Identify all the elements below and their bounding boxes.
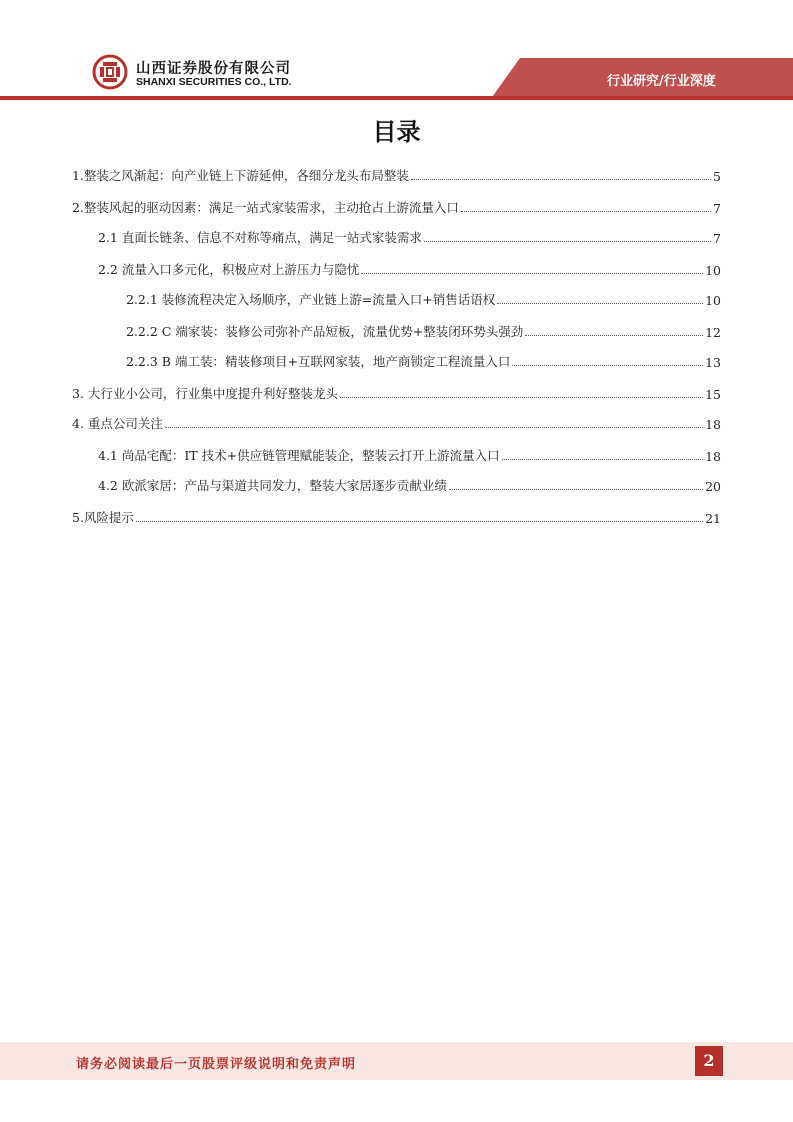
toc-entry-text: 4. 重点公司关注 — [72, 416, 163, 431]
toc-leader — [361, 273, 703, 274]
toc-leader — [340, 397, 703, 398]
toc-leader — [411, 179, 711, 180]
toc-entry-page: 10 — [705, 263, 721, 278]
toc-leader — [136, 521, 703, 522]
toc-entry-text: 4.2 欧派家居：产品与渠道共同发力，整装大家居逐步贡献业绩 — [98, 478, 447, 493]
toc-entry-text: 2.2 流量入口多元化，积极应对上游压力与隐忧 — [98, 262, 360, 277]
toc-entry[interactable] — [126, 350, 721, 370]
header-section-label: 行业研究/行业深度 — [607, 74, 716, 89]
company-name-cn: 山西证券股份有限公司 — [136, 61, 291, 77]
shanxi-securities-logo-icon — [92, 54, 128, 90]
toc-entry[interactable] — [98, 258, 721, 278]
toc-entry-page: 5 — [713, 169, 721, 184]
toc-leader — [424, 241, 711, 242]
toc-entry-page: 7 — [713, 201, 721, 216]
toc-leader — [502, 459, 704, 460]
toc-entry[interactable] — [72, 412, 721, 432]
toc-entry-page: 20 — [705, 479, 721, 494]
toc-leader — [165, 427, 703, 428]
toc-entry-text: 2.2.2 C 端家装：装修公司弥补产品短板，流量优势+整装闭环势头强劲 — [126, 324, 524, 339]
company-name-en: SHANXI SECURITIES CO., LTD. — [136, 76, 292, 88]
toc-entry-text: 2.2.1 装修流程决定入场顺序，产业链上游=流量入口+销售话语权 — [126, 292, 496, 307]
toc-leader — [512, 365, 703, 366]
header-divider — [0, 96, 793, 100]
toc-entry-text: 2.1 直面长链条、信息不对称等痛点，满足一站式家装需求 — [98, 230, 422, 245]
toc-entry-page: 15 — [705, 387, 721, 402]
footer-disclaimer: 请务必阅读最后一页股票评级说明和免责声明 — [76, 1057, 357, 1072]
toc-entry[interactable] — [98, 474, 721, 494]
toc-entry-page: 7 — [713, 231, 721, 246]
toc-entry-text: 5.风险提示 — [72, 510, 134, 525]
toc-entry[interactable] — [126, 320, 721, 340]
toc-entry-text: 2.整装风起的驱动因素：满足一站式家装需求，主动抢占上游流量入口 — [72, 200, 459, 215]
toc-entry[interactable] — [72, 506, 721, 526]
toc-entry-page: 18 — [705, 449, 721, 464]
toc-entry-text: 1.整装之风渐起：向产业链上下游延伸，各细分龙头布局整装 — [72, 168, 409, 183]
toc-entry[interactable] — [126, 288, 721, 308]
toc-entry-page: 21 — [705, 511, 721, 526]
toc-leader — [525, 335, 703, 336]
toc-entry-page: 18 — [705, 417, 721, 432]
toc-entry[interactable] — [72, 164, 721, 184]
toc-entry-page: 13 — [705, 355, 721, 370]
toc-leader — [461, 211, 711, 212]
toc-entry-text: 3. 大行业小公司，行业集中度提升利好整装龙头 — [72, 386, 338, 401]
toc-entry-page: 10 — [705, 293, 721, 308]
toc-entry[interactable] — [98, 226, 721, 246]
toc-leader — [497, 303, 703, 304]
toc-entry-text: 2.2.3 B 端工装：精装修项目+互联网家装，地产商锁定工程流量入口 — [126, 354, 511, 369]
toc-leader — [449, 489, 703, 490]
company-logo — [92, 54, 342, 98]
toc-entry-text: 4.1 尚品宅配：IT 技术+供应链管理赋能装企，整装云打开上游流量入口 — [98, 448, 500, 463]
toc-entry[interactable] — [72, 382, 721, 402]
toc-entry[interactable] — [98, 444, 721, 464]
page-number: 2 — [695, 1046, 723, 1076]
page-title: 目录 — [372, 118, 421, 146]
toc-entry-page: 12 — [705, 325, 721, 340]
toc-entry[interactable] — [72, 196, 721, 216]
